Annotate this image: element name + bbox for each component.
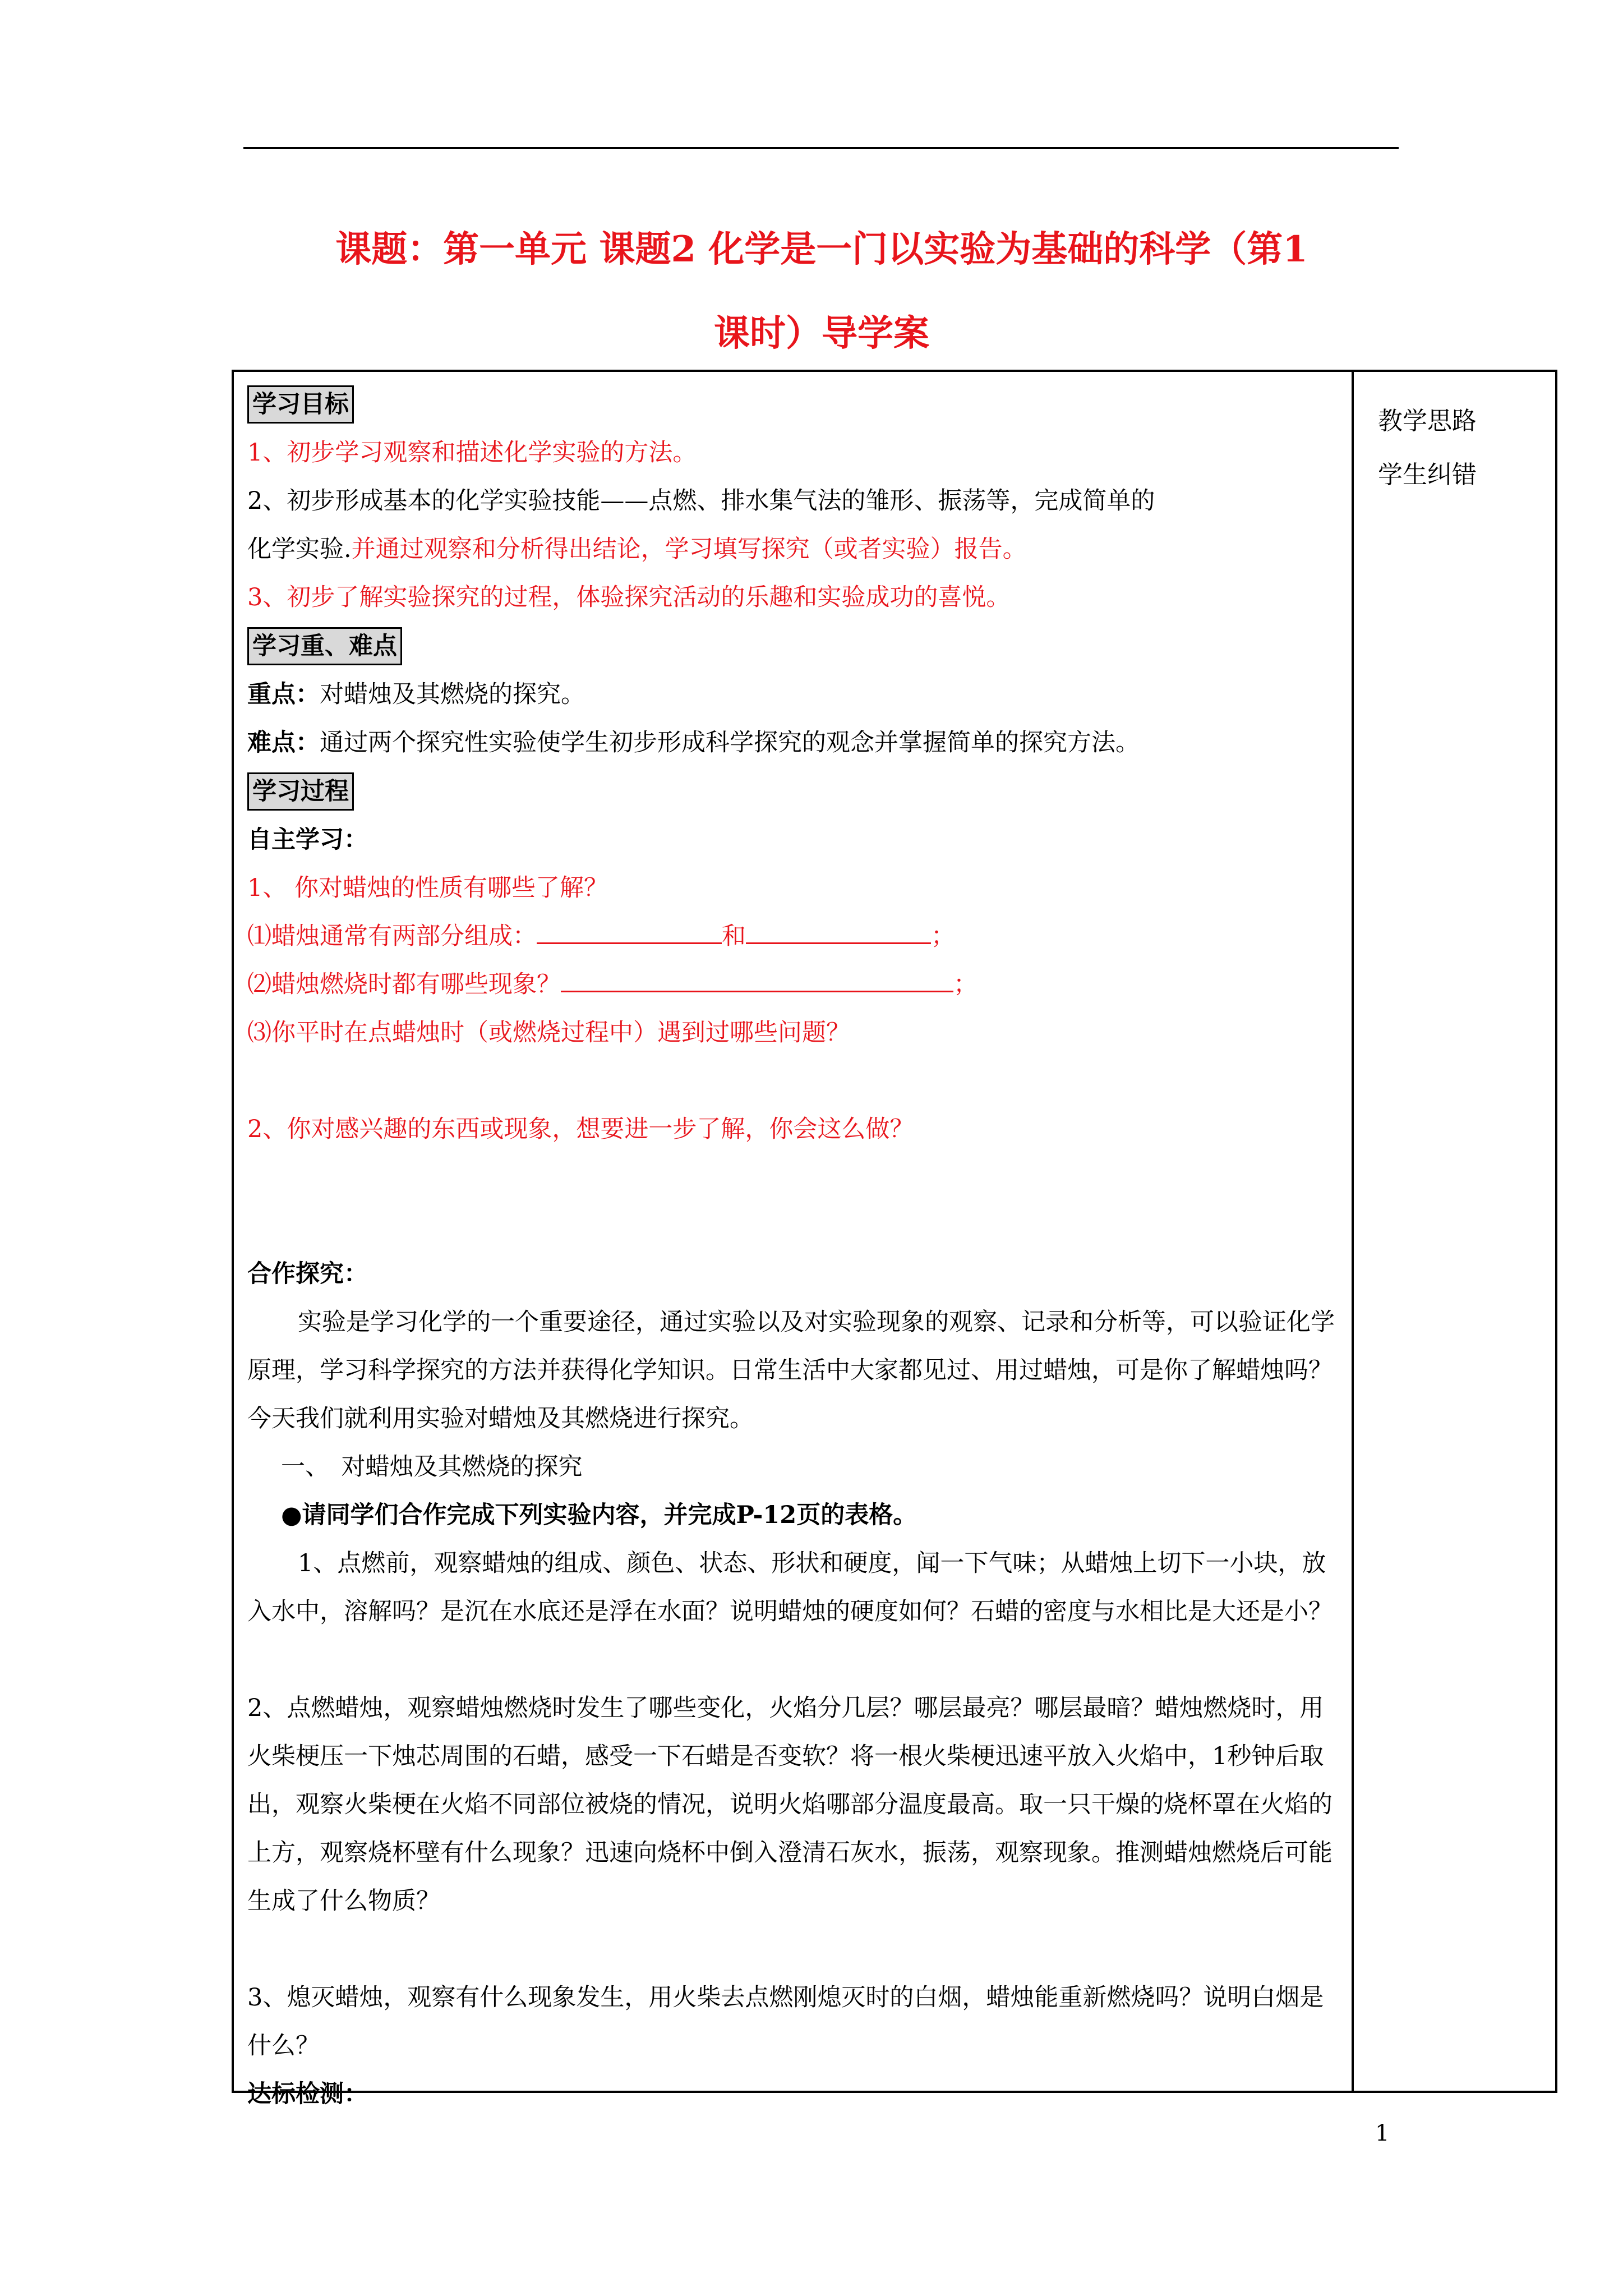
objective-1: 1、初步学习观察和描述化学实验的方法。 <box>247 439 697 467</box>
title-line-1: 课题：第一单元 课题2 化学是一门以实验为基础的科学（第1 <box>335 228 1308 270</box>
side-note-teaching: 教学思路 <box>1378 407 1477 435</box>
objective-3: 3、初步了解实验探究的过程，体验探究活动的乐趣和实验成功的喜悦。 <box>247 583 1011 611</box>
cooperative-paragraph: 实验是学习化学的一个重要途径，通过实验以及对实验现象的观察、记录和分析等，可以验证化学原理，学习科学探究的方法并获得化学知识。日常生活中大家都见过、用过蜡烛，可是你了解蜡烛吗？今天我们就利用实验对蜡烛及其燃烧进行探究。 <box>247 1308 1335 1433</box>
question-1-1-text: ⑴蜡烛通常有两部分组成： <box>247 922 537 950</box>
experiment-2: 2、点燃蜡烛，观察蜡烛燃烧时发生了哪些变化，火焰分几层？哪层最亮？哪层最暗？蜡烛燃烧时，用火柴梗压一下烛芯周围的石蜡，感受一下石蜡是否变软？将一根火柴梗迅速平放入火焰中，1秒钟后取出，观察火柴梗在火焰不同部位被烧的情况，说明火焰哪部分温度最高。取一只干燥的烧杯罩在火焰的上方，观察烧杯壁有什么现象？迅速向烧杯中倒入澄清石灰水，振荡，观察现象。推测蜡烛燃烧后可能生成了什么物质？ <box>247 1694 1332 1915</box>
question-2: 2、你对感兴趣的东西或现象，想要进一步了解，你会这么做？ <box>247 1115 914 1143</box>
task-note: ●请同学们合作完成下列实验内容，并完成P-12页的表格。 <box>281 1501 917 1529</box>
question-1-1-end: ； <box>931 922 955 950</box>
title-line-2: 课时）导学案 <box>714 312 929 355</box>
question-1: 1、 你对蜡烛的性质有哪些了解？ <box>247 874 608 902</box>
objective-2b-black: 化学实验. <box>247 535 352 563</box>
document-title <box>236 208 1408 376</box>
objective-2a: 2、初步形成基本的化学实验技能——点燃、排水集气法的雏形、振荡等，完成简单的 <box>247 487 1155 515</box>
guide-table <box>232 370 1557 2108</box>
question-1-2 <box>247 960 1341 1009</box>
experiment-1: 1、点燃前，观察蜡烛的组成、颜色、状态、形状和硬度，闻一下气味；从蜡烛上切下一小块，放入水中，溶解吗？是沉在水底还是浮在水面？说明蜡烛的硬度如何？石蜡的密度与水相比是大还是小？ <box>247 1549 1332 1626</box>
question-1-2-end: ； <box>953 970 978 999</box>
test-label: 达标检测： <box>247 2080 368 2108</box>
answer-blank-3[interactable] <box>561 963 953 992</box>
difficult-point <box>247 719 1341 767</box>
side-note-correction: 学生纠错 <box>1378 461 1477 489</box>
key-label: 重点： <box>247 680 320 708</box>
main-content <box>247 380 1341 2118</box>
answer-blank-1[interactable] <box>537 914 722 944</box>
self-study-label: 自主学习： <box>247 826 368 854</box>
question-1-1-and: 和 <box>722 922 746 950</box>
difficult-label: 难点： <box>247 729 320 757</box>
question-1-2-text: ⑵蜡烛燃烧时都有哪些现象？ <box>247 970 561 999</box>
answer-blank-2[interactable] <box>746 914 931 944</box>
experiment-3: 3、熄灭蜡烛，观察有什么现象发生，用火柴去点燃刚熄灭时的白烟，蜡烛能重新燃烧吗？说明白烟是什么？ <box>247 1984 1324 2060</box>
question-1-1 <box>247 912 1341 960</box>
top-rule <box>243 147 1399 149</box>
objectives-header: 学习目标 <box>247 385 354 424</box>
question-1-3: ⑶你平时在点蜡烛时（或燃烧过程中）遇到过哪些问题？ <box>247 1019 850 1047</box>
key-text: 对蜡烛及其燃烧的探究。 <box>320 680 585 708</box>
keypoints-header: 学习重、难点 <box>247 627 402 665</box>
side-notes-column <box>1378 394 1546 502</box>
page-number: 1 <box>1375 2120 1390 2146</box>
cooperative-label: 合作探究： <box>247 1260 368 1288</box>
objective-2b <box>247 525 1341 573</box>
objective-2b-red: 并通过观察和分析得出结论，学习填写探究（或者实验）报告。 <box>351 535 1027 563</box>
key-point <box>247 670 1341 719</box>
column-divider <box>1352 372 1354 2091</box>
part-1-heading: 一、 对蜡烛及其燃烧的探究 <box>281 1453 583 1481</box>
process-header: 学习过程 <box>247 772 354 811</box>
difficult-text: 通过两个探究性实验使学生初步形成科学探究的观念并掌握简单的探究方法。 <box>320 729 1140 757</box>
